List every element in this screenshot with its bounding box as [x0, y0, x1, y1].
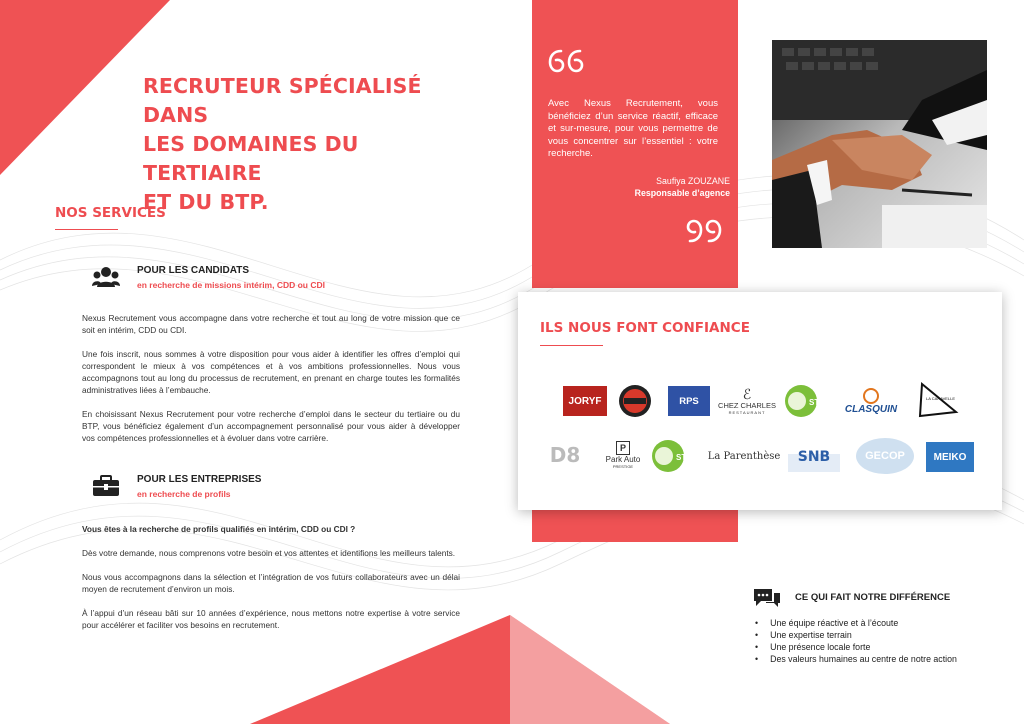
logo-stg-2 — [650, 438, 696, 474]
title-line-2: LES DOMAINES DU TERTIAIRE — [143, 132, 359, 185]
entreprises-subtitle: en recherche de profils — [137, 489, 231, 499]
difference-item: • Une présence locale forte — [755, 641, 957, 653]
logo-stg-1 — [783, 383, 827, 419]
testimonial-author-block — [548, 175, 730, 199]
partners-underline — [540, 345, 603, 346]
entreprises-paragraph-4: À l’appui d’un réseau bâti sur 10 années d’expérience, nous mettons notre expertise à votre service pour accélérer et faciliter vos besoins en recrutement. — [82, 608, 460, 630]
testimonial-author: Saufiya ZOUZANE — [656, 176, 730, 186]
logo-chez-charles-sub: RESTAURANT — [728, 410, 766, 415]
logo-park-auto-sub: PRESTIGE — [612, 464, 634, 469]
logo-clasquin-text: CLASQUIN — [844, 403, 898, 415]
logo-stg-1-text: STG — [809, 398, 826, 407]
handshake-photo — [772, 40, 987, 248]
red-accent-block — [532, 505, 738, 542]
services-heading: NOS SERVICES — [55, 205, 166, 221]
logo-joryf — [563, 386, 607, 416]
logo-d8 — [540, 438, 590, 472]
logo-snb — [788, 442, 840, 472]
logo-clasquin-mark — [863, 388, 879, 404]
logo-stg-2-text: STG — [676, 453, 693, 462]
difference-item: • Une équipe réactive et à l’écoute — [755, 617, 957, 629]
entreprises-title: POUR LES ENTREPRISES — [137, 474, 262, 485]
logo-rps — [668, 386, 710, 416]
title-line-1: RECRUTEUR SPÉCIALISÉ DANS — [143, 74, 422, 127]
candidats-subtitle: en recherche de missions intérim, CDD ou CDI — [137, 280, 325, 290]
entreprises-paragraph-2: Dès votre demande, nous comprenons votre besoin et vos attentes et identifions les meilleurs talents. — [82, 548, 456, 558]
page-title — [143, 72, 473, 217]
entreprises-paragraph-3: Nous vous accompagnons dans la sélection et l’intégration de vos futurs collaborateurs avec un délai moyen de recrutement d’environ un mois. — [82, 572, 460, 594]
difference-item: • Une expertise terrain — [755, 629, 957, 641]
logo-caravelle — [916, 382, 962, 420]
candidats-title: POUR LES CANDIDATS — [137, 265, 250, 276]
testimonial-text: Avec Nexus Recrutement, vous bénéficiez d’un service réactif, efficace et sur-mesure, pour vous permettre de vous concentrer sur l’essentiel : votre recherche. — [548, 98, 718, 159]
close-quote-icon — [685, 217, 723, 245]
logo-park-auto: P Park Auto PRESTIGE — [605, 443, 641, 469]
entreprises-paragraph-1: Vous êtes à la recherche de profils qualifiés en intérim, CDD ou CDI ? — [82, 524, 356, 534]
logo-park-auto-text: Park Auto — [605, 455, 641, 464]
open-quote-icon — [547, 47, 585, 75]
candidats-paragraph-3: En choisissant Nexus Recrutement pour votre recherche d’emploi dans le secteur du tertiaire ou du BTP, vous bénéficiez également d’un accompagnement personnalisé pour vous aider à développer vos compétences professionnelles et à évoluer dans votre carrière. — [82, 409, 460, 443]
difference-heading: CE QUI FAIT NOTRE DIFFÉRENCE — [795, 592, 951, 603]
difference-list — [755, 617, 957, 665]
testimonial-role: Responsable d’agence — [634, 188, 730, 198]
logo-gecop — [856, 438, 914, 474]
logo-chez-charles-text: CHEZ CHARLES — [718, 401, 776, 410]
users-icon — [92, 266, 120, 288]
partners-card — [518, 292, 1002, 510]
logo-meiko — [926, 442, 974, 472]
partners-heading: ILS NOUS FONT CONFIANCE — [540, 320, 750, 336]
logo-caravelle-text: LA CARAVELLE — [926, 396, 956, 401]
logo-la-parenthese-text: La Parenthèse — [707, 450, 781, 462]
logo-la-parenthese — [706, 444, 782, 468]
chat-bubbles-icon — [752, 587, 782, 609]
logo-clasquin — [836, 384, 906, 418]
logo-meiko-text: MEIKO — [933, 451, 967, 463]
difference-item: • Des valeurs humaines au centre de notre action — [755, 653, 957, 665]
logo-chez-charles: ℰ CHEZ CHARLES RESTAURANT — [718, 386, 776, 415]
logo-round-red — [618, 384, 652, 418]
candidats-paragraph-2: Une fois inscrit, nous sommes à votre disposition pour vous aider à identifier les offres d’emploi qui correspondent le mieux à vos compétences et à vos ambitions professionnelles. Nous vous accompagnons tout au long du processus de recrutement, en prenant en charge toutes les formalités administratives liées à l’embauche. — [82, 349, 460, 395]
services-underline — [55, 229, 118, 230]
candidats-block-header — [137, 265, 325, 290]
logo-rps-text: RPS — [679, 395, 699, 407]
briefcase-icon — [92, 475, 120, 497]
entreprises-block-header — [137, 474, 261, 499]
candidats-text — [82, 312, 460, 456]
entreprises-text — [82, 523, 460, 643]
logo-d8-text: D8 — [549, 443, 581, 467]
logo-joryf-text: JORYF — [568, 395, 602, 407]
logo-gecop-text: GECOP — [865, 450, 905, 462]
candidats-paragraph-1: Nexus Recrutement vous accompagne dans votre recherche et tout au long de votre mission que ce soit en intérim, CDD ou CDI. — [82, 313, 460, 335]
logo-snb-text: SNB — [797, 449, 831, 465]
title-line-3: ET DU BTP. — [143, 190, 269, 214]
